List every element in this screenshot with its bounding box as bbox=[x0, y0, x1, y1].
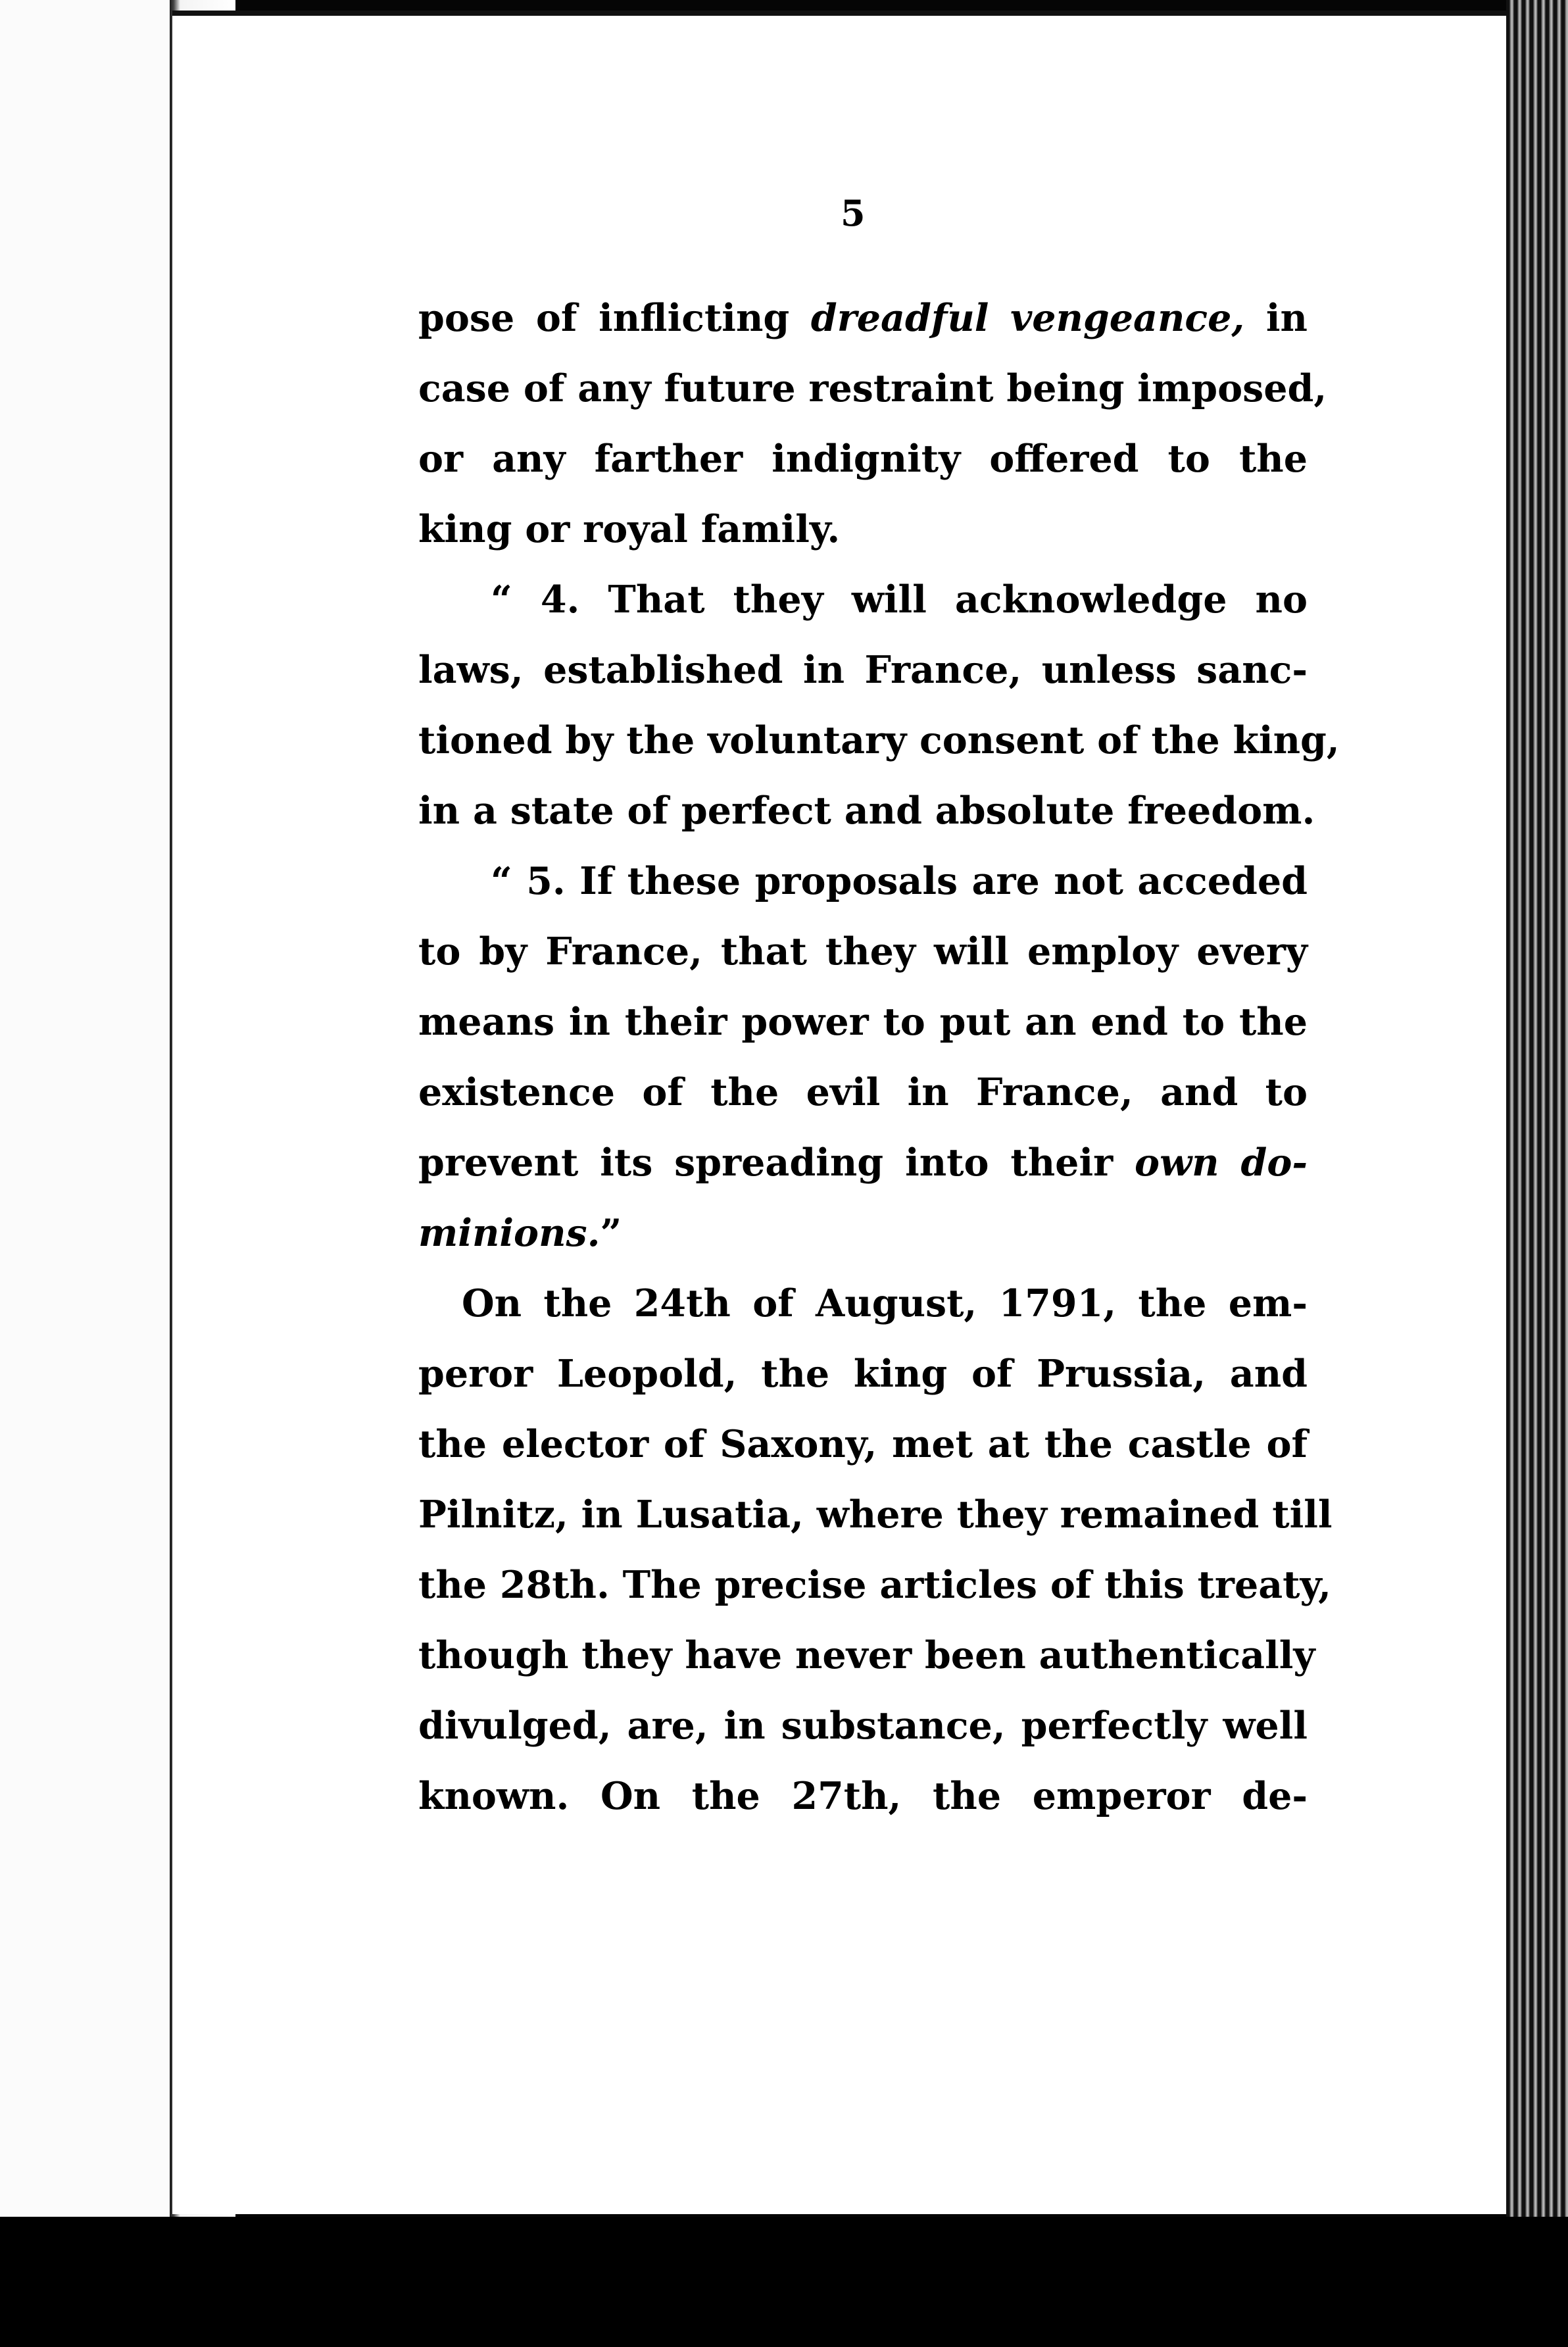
text-line bbox=[418, 564, 1308, 635]
text-run: in bbox=[1244, 296, 1308, 340]
facing-page-edge bbox=[0, 0, 176, 2250]
text-line bbox=[418, 1339, 1308, 1409]
text-run: tioned by the voluntary consent of the king, bbox=[418, 718, 1340, 762]
text-line bbox=[418, 1761, 1308, 1831]
text-run: the elector of Saxony, met at the castle of bbox=[418, 1422, 1308, 1466]
text-line bbox=[418, 353, 1327, 424]
text-run: minions. bbox=[418, 1211, 600, 1255]
text-run: dreadful vengeance, bbox=[810, 296, 1245, 340]
text-run: or any farther indignity offered to the bbox=[418, 437, 1308, 481]
text-line bbox=[418, 1268, 1308, 1339]
text-run: On the 24th of August, 1791, the em- bbox=[462, 1281, 1308, 1325]
text-line bbox=[418, 776, 1315, 846]
text-line bbox=[418, 1057, 1308, 1127]
text-run: case of any future restraint being imposed, bbox=[418, 366, 1327, 410]
text-line bbox=[418, 1127, 1308, 1198]
text-run: own do- bbox=[1135, 1141, 1308, 1185]
text-run: “ 5. If these proposals are not acceded bbox=[491, 859, 1308, 903]
text-run: to by France, that they will employ every bbox=[418, 929, 1308, 974]
text-line bbox=[418, 1479, 1333, 1550]
page-number: 5 bbox=[841, 192, 866, 234]
text-line bbox=[418, 1550, 1331, 1620]
text-run: king or royal family. bbox=[418, 507, 841, 551]
text-run: though they have never been authentically bbox=[418, 1633, 1315, 1677]
text-line bbox=[418, 1409, 1308, 1479]
scan-bottom-border bbox=[0, 2217, 1568, 2347]
text-run: in a state of perfect and absolute freedom. bbox=[418, 789, 1315, 833]
text-run: prevent its spreading into their bbox=[418, 1141, 1135, 1185]
page-stack-edge bbox=[1506, 0, 1568, 2256]
text-run: known. On the 27th, the emperor de- bbox=[418, 1774, 1308, 1818]
text-line bbox=[418, 916, 1308, 987]
text-line bbox=[418, 494, 1308, 564]
text-line bbox=[418, 1198, 1308, 1268]
text-line bbox=[418, 424, 1308, 494]
text-run: divulged, are, in substance, perfectly well bbox=[418, 1704, 1308, 1748]
text-run: laws, established in France, unless sanc- bbox=[418, 648, 1308, 692]
text-run: existence of the evil in France, and to bbox=[418, 1070, 1308, 1114]
text-line bbox=[418, 635, 1308, 705]
text-run: means in their power to put an end to the bbox=[418, 1000, 1308, 1044]
text-run: the 28th. The precise articles of this treaty, bbox=[418, 1563, 1331, 1607]
text-line bbox=[418, 987, 1308, 1057]
text-run: pose of inflicting bbox=[418, 296, 811, 340]
text-line bbox=[418, 1620, 1315, 1691]
text-run: peror Leopold, the king of Prussia, and bbox=[418, 1352, 1308, 1396]
text-line bbox=[418, 283, 1308, 353]
body-text bbox=[418, 283, 1340, 1831]
text-run: “ 4. That they will acknowledge no bbox=[491, 578, 1308, 622]
text-line bbox=[418, 705, 1340, 776]
text-run: ” bbox=[600, 1211, 622, 1255]
text-line bbox=[418, 846, 1308, 916]
text-line bbox=[418, 1691, 1308, 1761]
text-run: Pilnitz, in Lusatia, where they remained till bbox=[418, 1493, 1333, 1537]
